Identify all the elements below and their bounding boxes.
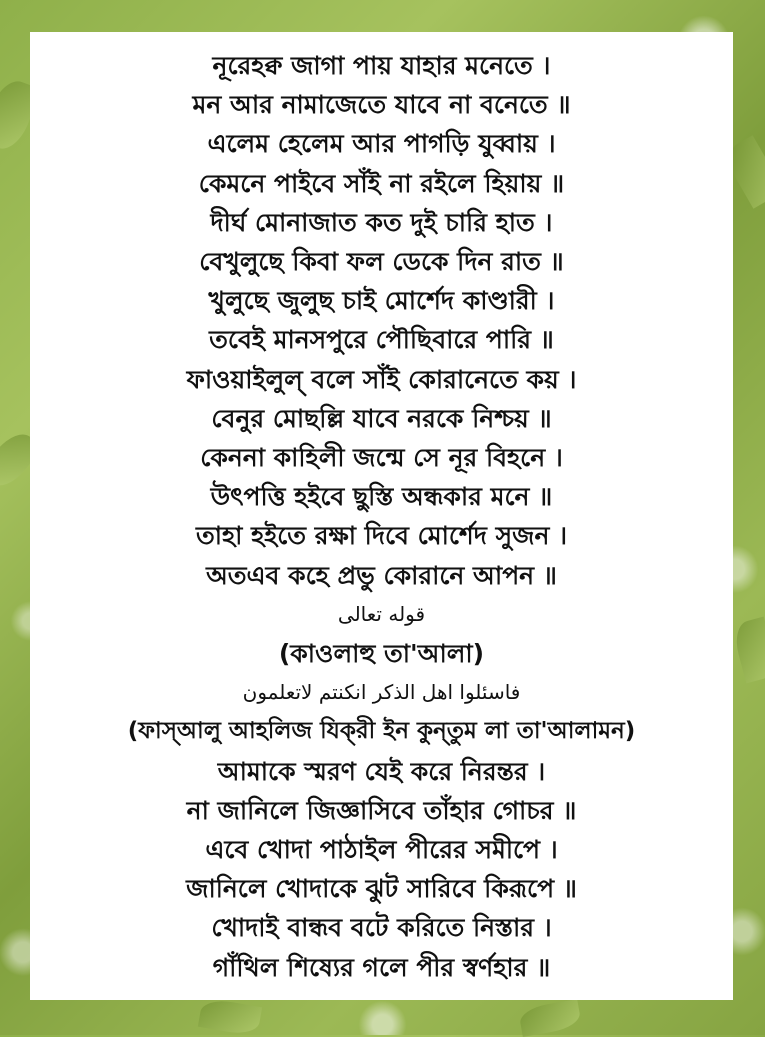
verse-line: না জানিলে জিজ্ঞাসিবে তাঁহার গোচর ॥ xyxy=(186,795,577,825)
verse-line: মন আর নামাজেতে যাবে না বনেতে ॥ xyxy=(192,90,571,120)
verse-line: ফাওয়াইলুল্ বলে সাঁই কোরানেতে কয় । xyxy=(186,364,577,394)
verse-line: নূরেহক্ব জাগা পায় যাহার মনেতে । xyxy=(212,51,551,80)
decorative-leaf xyxy=(518,999,582,1037)
verse-line: এবে খোদা পাঠাইল পীরের সমীপে । xyxy=(205,835,558,865)
verse-line: দীর্ঘ মোনাজাত কত দুই চারি হাত । xyxy=(210,207,553,237)
verse-line: খুলুছে জুলুছ চাই মোর্শেদ কাণ্ডারী । xyxy=(208,286,555,316)
verse-line: বেখুলুছে কিবা ফল ডেকে দিন রাত ॥ xyxy=(199,247,564,277)
decorative-leaf xyxy=(731,617,765,684)
transliteration-heading: (কাওলাহু তা'আলা) xyxy=(278,639,485,669)
text-panel xyxy=(30,32,733,1000)
arabic-heading: قوله تعالى xyxy=(337,601,426,626)
transliteration-quote: (ফাস্আলু আহলিজ যিক্‌রী ইন কুন্‌তুম লা তা'আলামন) xyxy=(127,718,636,745)
verse-line: গাঁথিল শিষ্যের গলে পীর স্বর্ণহার ॥ xyxy=(212,952,551,982)
verse-line: তাহা হইতে রক্ষা দিবে মোর্শেদ সুজন । xyxy=(195,521,568,551)
arabic-quote: فاسئلوا اهل الذكر انكنتم لاتعلمون xyxy=(242,680,521,705)
verse-line: আমাকে স্মরণ যেই করে নিরন্তর । xyxy=(217,756,546,786)
verse-line: তবেই মানসপুরে পৌছিবারে পারি ॥ xyxy=(209,325,554,355)
verse-line: বেনুর মোছল্লি যাবে নরকে নিশ্চয় ॥ xyxy=(211,403,552,433)
verse-line: উৎপত্তি হইবে ছুস্তি অন্ধকার মনে ॥ xyxy=(210,482,553,512)
verse-line: অতএব কহে প্রভু কোরানে আপন ॥ xyxy=(206,560,557,590)
verse-line: কেননা কাহিলী জন্মে সে নূর বিহনে । xyxy=(200,443,563,473)
verse-line: এলেম হেলেম আর পাগড়ি যুব্বায় । xyxy=(207,129,556,159)
verse-line: কেমনে পাইবে সাঁই না রইলে হিয়ায় ॥ xyxy=(198,168,565,198)
verse-line: জানিলে খোদাকে ঝুট সারিবে কিরূপে ॥ xyxy=(186,874,577,904)
verse-line: খোদাই বান্ধব বটে করিতে নিস্তার । xyxy=(211,913,552,943)
decorative-leaf xyxy=(198,997,262,1037)
